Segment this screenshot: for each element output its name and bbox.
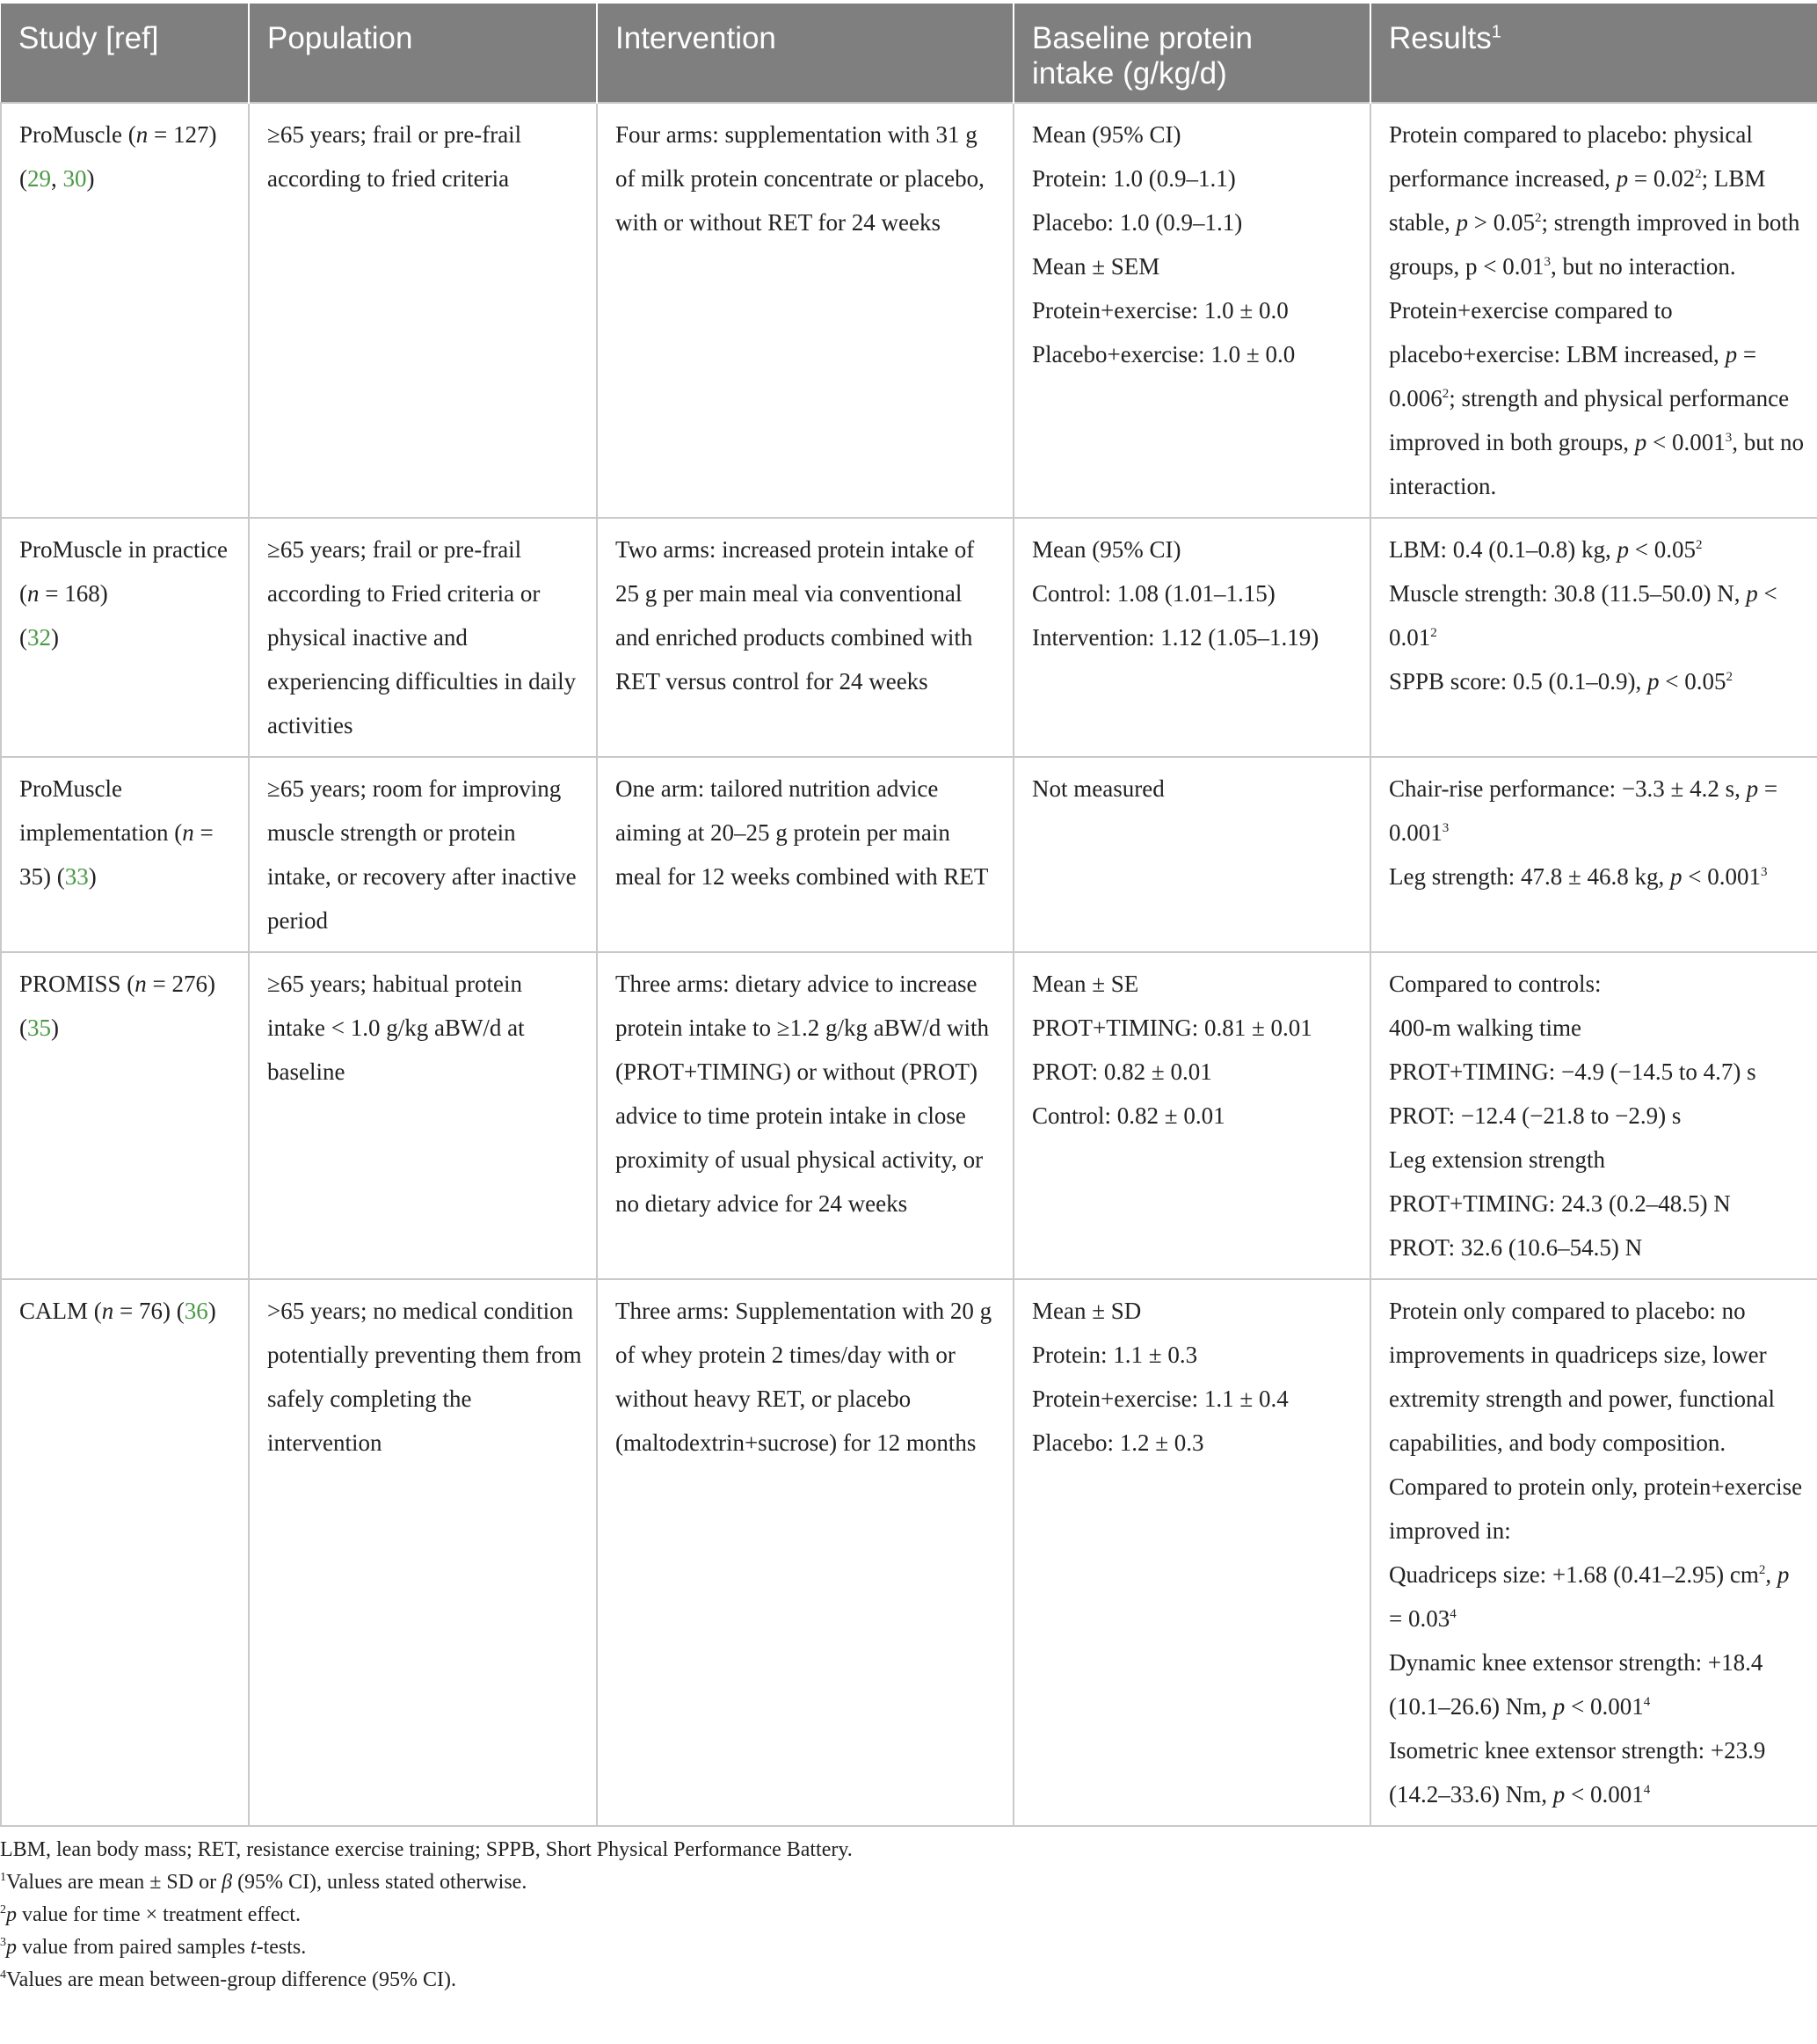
table-row — [1, 952, 1817, 1279]
results-line: PROT: 32.6 (10.6–54.5) N — [1389, 1234, 1643, 1261]
baseline-line: Not measured — [1032, 775, 1165, 802]
results-paragraph: Protein only compared to placebo: no improvements in quadriceps size, lower extremity strength and power, functional capabilities, and body composition. — [1389, 1298, 1776, 1456]
reference-link[interactable]: 36 — [184, 1298, 208, 1324]
ref-paren: ( — [19, 165, 27, 192]
study-name: PROMISS ( — [19, 971, 135, 997]
reference-link[interactable]: 33 — [64, 863, 89, 890]
cell-results — [1370, 757, 1817, 952]
ref-paren: ( — [19, 624, 27, 651]
table-row — [1, 518, 1817, 757]
header-intervention-label: Intervention — [615, 21, 776, 55]
table-row — [1, 1279, 1817, 1826]
footnote-1: $^1$Values are mean ± SD or β (95% CI), unless stated otherwise. — [0, 1871, 527, 1894]
ref-paren: ) — [51, 624, 59, 651]
ref-separator: , — [51, 165, 63, 192]
n-label: n — [134, 971, 147, 997]
cell-study — [1, 103, 249, 518]
table-body — [1, 103, 1817, 1826]
reference-link[interactable]: 30 — [62, 165, 87, 192]
ref-paren: ) — [86, 165, 95, 192]
cell-results — [1370, 1279, 1817, 1826]
results-line: Chair-rise performance: −3.3 ± 4.2 s, $p = 0.001^3$ — [1389, 775, 1778, 846]
header-results-label: Results — [1389, 21, 1492, 55]
baseline-line: Mean (95% CI) — [1032, 536, 1181, 563]
results-paragraph: Protein+exercise compared to placebo+exercise: LBM increased, $p = 0.006^2$; strength and physical performance improved in both groups, $p < 0.001^3$, but no interaction. — [1389, 297, 1804, 499]
baseline-line: Protein+exercise: 1.0 ± 0.0 — [1032, 297, 1289, 324]
cell-intervention: Three arms: dietary advice to increase protein intake to ≥1.2 g/kg aBW/d with (PROT+TIMING) or without (PROT) advice to time protein intake in close proximity of usual physical activity, or no dietary advice for 24 weeks — [597, 952, 1014, 1279]
baseline-line: Protein: 1.1 ± 0.3 — [1032, 1342, 1198, 1368]
reference-link[interactable]: 35 — [27, 1015, 51, 1041]
ref-paren: ) — [51, 1015, 59, 1041]
cell-population: >65 years; no medical condition potentially preventing them from safely completing the intervention — [249, 1279, 597, 1826]
cell-study — [1, 952, 249, 1279]
header-study — [1, 4, 249, 103]
header-study-label: Study [ref] — [18, 21, 159, 55]
cell-study — [1, 518, 249, 757]
cell-population: ≥65 years; habitual protein intake < 1.0 g/kg aBW/d at baseline — [249, 952, 597, 1279]
n-label: n — [101, 1298, 114, 1324]
results-paragraph: Compared to protein only, protein+exercise improved in: — [1389, 1473, 1803, 1544]
header-results-footnote: 1 — [1491, 22, 1501, 42]
results-line: 400-m walking time — [1389, 1015, 1581, 1041]
results-line: Compared to controls: — [1389, 971, 1602, 997]
baseline-line: Intervention: 1.12 (1.05–1.19) — [1032, 624, 1319, 651]
ref-paren: ( — [56, 863, 65, 890]
header-population-label: Population — [267, 21, 413, 55]
table-footnotes — [0, 1827, 1817, 1997]
n-value: = 35) — [19, 819, 214, 890]
baseline-line: Placebo+exercise: 1.0 ± 0.0 — [1032, 341, 1296, 367]
cell-intervention: One arm: tailored nutrition advice aiming at 20–25 g protein per main meal for 12 weeks combined with RET — [597, 757, 1014, 952]
cell-results — [1370, 103, 1817, 518]
header-baseline — [1014, 4, 1370, 103]
baseline-line: Control: 0.82 ± 0.01 — [1032, 1102, 1225, 1129]
table-header — [1, 4, 1817, 103]
results-line: PROT+TIMING: 24.3 (0.2–48.5) N — [1389, 1190, 1731, 1217]
footnote-4: $^4$Values are mean between-group difference (95% CI). — [0, 1968, 456, 1991]
cell-population: ≥65 years; frail or pre-frail according to fried criteria — [249, 103, 597, 518]
footnote-abbreviations: LBM, lean body mass; RET, resistance exercise training; SPPB, Short Physical Performance Battery. — [0, 1838, 853, 1861]
baseline-line: Protein+exercise: 1.1 ± 0.4 — [1032, 1386, 1289, 1412]
cell-population: ≥65 years; room for improving muscle strength or protein intake, or recovery after inactive period — [249, 757, 597, 952]
results-line: Quadriceps size: +1.68 (0.41–2.95) $cm^2$, $p = 0.03^4$ — [1389, 1561, 1790, 1632]
header-baseline-line1: Baseline protein — [1032, 21, 1253, 55]
ref-paren: ( — [176, 1298, 185, 1324]
cell-study — [1, 1279, 249, 1826]
baseline-line: Control: 1.08 (1.01–1.15) — [1032, 580, 1276, 607]
cell-baseline — [1014, 1279, 1370, 1826]
n-label: n — [135, 121, 149, 148]
n-value: = 168) — [39, 580, 108, 607]
header-baseline-line2: intake (g/kg/d) — [1032, 56, 1227, 91]
study-name: ProMuscle in practice ( — [19, 536, 228, 607]
cell-baseline — [1014, 757, 1370, 952]
cell-population: ≥65 years; frail or pre-frail according to Fried criteria or physical inactive and experiencing difficulties in daily activities — [249, 518, 597, 757]
n-label: n — [27, 580, 40, 607]
baseline-line: PROT+TIMING: 0.81 ± 0.01 — [1032, 1015, 1312, 1041]
results-line: PROT: −12.4 (−21.8 to −2.9) s — [1389, 1102, 1682, 1129]
ref-paren: ) — [207, 1298, 216, 1324]
reference-link[interactable]: 29 — [27, 165, 51, 192]
n-value: = 76) — [113, 1298, 177, 1324]
results-line: Leg strength: 47.8 ± 46.8 kg, $p < 0.001^3$ — [1389, 863, 1768, 890]
header-row — [1, 4, 1817, 103]
results-line: Muscle strength: 30.8 (11.5–50.0) N, $p < 0.01^2$ — [1389, 580, 1777, 651]
n-value: = 127) — [148, 121, 217, 148]
results-line: LBM: 0.4 (0.1–0.8) kg, $p < 0.05^2$ — [1389, 536, 1703, 563]
table-row — [1, 757, 1817, 952]
cell-intervention: Three arms: Supplementation with 20 g of whey protein 2 times/day with or without heavy RET, or placebo (maltodextrin+sucrose) for 12 months — [597, 1279, 1014, 1826]
baseline-line: Mean ± SE — [1032, 971, 1139, 997]
results-line: Leg extension strength — [1389, 1146, 1605, 1173]
study-name: CALM ( — [19, 1298, 102, 1324]
cell-intervention: Two arms: increased protein intake of 25 g per main meal via conventional and enriched products combined with RET versus control for 24 weeks — [597, 518, 1014, 757]
n-label: n — [182, 819, 194, 846]
header-results — [1370, 4, 1817, 103]
footnote-2: $^2$p value for time × treatment effect. — [0, 1903, 301, 1926]
table-row — [1, 103, 1817, 518]
cell-baseline — [1014, 952, 1370, 1279]
study-name: ProMuscle implementation ( — [19, 775, 183, 846]
cell-study — [1, 757, 249, 952]
results-paragraph: Protein compared to placebo: physical performance increased, $p = 0.02^2$; LBM stable, $p > 0.05^2$; strength improved in both groups, $p < 0.01^3$, but no interaction. — [1389, 121, 1800, 280]
baseline-line: Mean ± SEM — [1032, 253, 1160, 280]
ref-paren: ( — [19, 1015, 27, 1041]
ref-paren: ) — [88, 863, 97, 890]
results-line: Isometric knee extensor strength: +23.9 (14.2–33.6) Nm, $p < 0.001^4$ — [1389, 1737, 1766, 1808]
baseline-line: Placebo: 1.2 ± 0.3 — [1032, 1429, 1204, 1456]
study-name: ProMuscle ( — [19, 121, 136, 148]
cell-results — [1370, 952, 1817, 1279]
n-value: = 276) — [146, 971, 216, 997]
baseline-line: Protein: 1.0 (0.9–1.1) — [1032, 165, 1236, 192]
results-line: Dynamic knee extensor strength: +18.4 (10.1–26.6) Nm, $p < 0.001^4$ — [1389, 1649, 1763, 1720]
reference-link[interactable]: 32 — [27, 624, 51, 651]
cell-intervention: Four arms: supplementation with 31 g of milk protein concentrate or placebo, with or without RET for 24 weeks — [597, 103, 1014, 518]
cell-baseline — [1014, 518, 1370, 757]
cell-results — [1370, 518, 1817, 757]
baseline-line: Mean (95% CI) — [1032, 121, 1181, 148]
study-table — [0, 4, 1817, 1827]
results-line: SPPB score: 0.5 (0.1–0.9), $p < 0.05^2$ — [1389, 668, 1733, 695]
baseline-line: PROT: 0.82 ± 0.01 — [1032, 1058, 1212, 1085]
baseline-line: Placebo: 1.0 (0.9–1.1) — [1032, 209, 1243, 236]
results-line: PROT+TIMING: −4.9 (−14.5 to 4.7) s — [1389, 1058, 1756, 1085]
baseline-line: Mean ± SD — [1032, 1298, 1142, 1324]
header-intervention — [597, 4, 1014, 103]
cell-baseline — [1014, 103, 1370, 518]
footnote-3: $^3$p value from paired samples t-tests. — [0, 1936, 307, 1959]
header-population — [249, 4, 597, 103]
